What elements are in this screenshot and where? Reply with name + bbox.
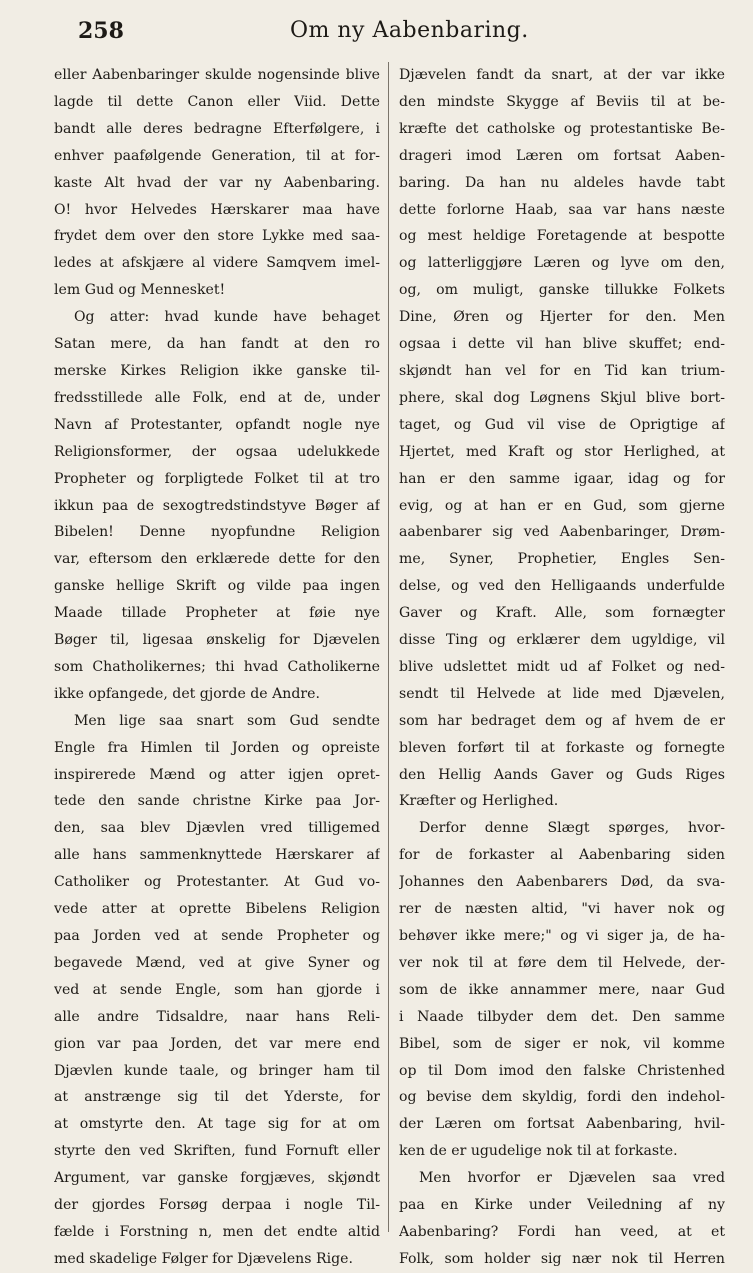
text-line: alle hans sammenknyttede Hærskarer af	[54, 847, 380, 864]
text-line: ikkun paa de sexogtredstindstyve Bøger af	[54, 497, 380, 514]
text-line: og, om muligt, ganske tillukke Folkets	[399, 282, 725, 299]
text-line: kræfte det catholske og protestantiske Be-	[399, 120, 725, 137]
text-line: lagde til dette Canon eller Viid. Dette	[54, 93, 380, 110]
text-line: Og atter: hvad kunde have behaget	[74, 309, 380, 326]
text-line: behøver ikke mere;" og vi siger ja, de ha-	[399, 928, 725, 944]
text-line: merske Kirkes Religion ikke ganske til-	[54, 362, 380, 379]
text-line: delse, og ved den Helligaands underfulde	[399, 578, 725, 595]
text-line: den Hellig Aands Gaver og Guds Riges	[399, 766, 725, 783]
text-line: fredsstillede alle Folk, end at de, under	[54, 389, 380, 406]
text-line: ganske hellige Skrift og vilde paa ingen	[54, 578, 380, 595]
text-line: aabenbarer sig ved Aabenbaringer, Drøm-	[399, 524, 725, 541]
text-line: ved at sende Engle, som han gjorde i	[54, 981, 380, 998]
text-line: blive udslettet midt ud af Folket og ned-	[399, 658, 725, 675]
text-line: Djævelen fandt da snart, at der var ikke	[399, 67, 725, 83]
text-line: rer de næsten altid, "vi haver nok og	[399, 901, 725, 918]
text-line: Bibel, som de siger er nok, vil komme	[399, 1035, 725, 1052]
text-line: Folk, som holder sig nær nok til Herren	[399, 1250, 725, 1267]
text-line: med skadelige Følger for Djævelens Rige.	[54, 1250, 353, 1267]
text-line: tede den sande christne Kirke paa Jor-	[54, 793, 380, 810]
text-line: op til Dom imod den falske Christenhed	[399, 1062, 725, 1079]
text-line: eller Aabenbaringer skulde nogensinde blive	[54, 67, 380, 83]
text-line: den, saa blev Djævlen vred tilligemed	[54, 820, 380, 837]
text-line: disse Ting og erklærer dem ugyldige, vil	[399, 632, 725, 649]
text-line: Gaver og Kraft. Alle, som fornægter	[399, 605, 725, 622]
right-text-column	[399, 62, 725, 1273]
text-line: Bøger til, ligesaa ønskelig for Djævelen	[54, 632, 380, 649]
text-line: fælde i Forstning n, men det endte altid	[54, 1223, 380, 1240]
text-line: som Chatholikernes; thi hvad Catholikerne	[54, 658, 380, 675]
text-line: skjøndt han vel for en Tid kan trium-	[399, 362, 725, 379]
text-line: han er den samme igaar, idag og for	[399, 470, 725, 487]
text-line: Religionsformer, der ogsaa udelukkede	[54, 443, 380, 460]
text-line: paa en Kirke under Veiledning af ny	[399, 1197, 725, 1214]
text-line: lem Gud og Mennesket!	[54, 282, 226, 299]
text-line: bandt alle deres bedragne Efterfølgere, i	[54, 120, 380, 137]
text-line: Djævlen kunde taale, og bringer ham til	[54, 1062, 380, 1079]
text-line: ogsaa i dette vil han blive skuffet; end-	[399, 336, 725, 353]
text-line: og latterliggjøre Læren og lyve om den,	[399, 255, 725, 272]
text-line: Men lige saa snart som Gud sendte	[74, 712, 380, 729]
text-line: bleven forført til at forkaste og fornegte	[399, 739, 725, 756]
text-line: kaste Alt hvad der var ny Aabenbaring.	[54, 174, 380, 191]
text-line: ledes at afskjære al videre Samqvem imel-	[54, 255, 380, 272]
text-line: den mindste Skygge af Beviis til at be-	[399, 93, 725, 110]
text-line: Satan mere, da han fandt at den ro	[54, 336, 380, 353]
text-line: inspirerede Mænd og atter igjen opret-	[54, 766, 380, 783]
text-line: evig, og at han er en Gud, som gjerne	[399, 497, 725, 514]
text-line: sendt til Helvede at lide med Djævelen,	[399, 685, 725, 702]
text-line: Maade tillade Propheter at føie nye	[54, 605, 380, 622]
text-line: Johannes den Aabenbarers Død, da sva-	[399, 874, 725, 891]
text-line: Derfor denne Slægt spørges, hvor-	[419, 820, 725, 837]
text-line: Navn af Protestanter, opfandt nogle nye	[54, 416, 380, 433]
text-line: der Læren om fortsat Aabenbaring, hvil-	[399, 1116, 725, 1133]
text-line: og mest heldige Foretagende at bespotte	[399, 228, 725, 245]
text-line: Men hvorfor er Djævelen saa vred	[419, 1170, 725, 1187]
text-line: Kræfter og Herlighed.	[399, 793, 559, 810]
text-line: gion var paa Jorden, det var mere end	[54, 1035, 380, 1052]
text-line: som har bedraget dem og af hvem de er	[399, 712, 725, 729]
text-line: Propheter og forpligtede Folket til at tro	[54, 470, 380, 487]
text-line: Engle fra Himlen til Jorden og opreiste	[54, 739, 380, 756]
text-line: Dine, Øren og Hjerter for den. Men	[399, 309, 725, 326]
text-line: enhver paafølgende Generation, til at for-	[54, 147, 380, 164]
text-line: Aabenbaring? Fordi han veed, at et	[399, 1223, 725, 1240]
text-line: ver nok til at føre dem til Helvede, der-	[399, 954, 725, 971]
page-header	[78, 18, 717, 48]
text-line: styrte den ved Skriften, fund Fornuft eller	[54, 1143, 380, 1160]
text-line: at anstrænge sig til det Yderste, for	[54, 1089, 380, 1106]
text-line: i Naade tilbyder dem det. Den samme	[399, 1008, 725, 1025]
text-line: som de ikke annammer mere, naar Gud	[399, 981, 725, 998]
text-line: paa Jorden ved at sende Propheter og	[54, 928, 380, 944]
text-line: drageri imod Læren om fortsat Aaben-	[399, 147, 725, 164]
text-line: Argument, var ganske forgjæves, skjøndt	[54, 1170, 380, 1187]
text-line: vede atter at oprette Bibelens Religion	[54, 901, 380, 918]
text-line: var, eftersom den erklærede dette for den	[54, 551, 380, 568]
text-line: phere, skal dog Løgnens Skjul blive bort-	[399, 389, 725, 406]
text-line: for de forkaster al Aabenbaring siden	[399, 847, 725, 864]
running-title: Om ny Aabenbaring.	[290, 18, 529, 43]
page-number: 258	[78, 18, 124, 44]
text-line: ikke opfangede, det gjorde de Andre.	[54, 685, 320, 702]
text-line: Catholiker og Protestanter. At Gud vo-	[54, 874, 380, 891]
text-line: der gjordes Forsøg derpaa i nogle Til-	[54, 1197, 380, 1214]
left-text-column	[54, 62, 380, 1273]
text-line: alle andre Tidsaldre, naar hans Reli-	[54, 1008, 380, 1025]
text-line: Bibelen! Denne nyopfundne Religion	[54, 524, 380, 541]
text-line: ken de er ugudelige nok til at forkaste.	[399, 1143, 678, 1160]
text-line: taget, og Gud vil vise de Oprigtige af	[399, 416, 725, 433]
text-line: begavede Mænd, ved at give Syner og	[54, 954, 380, 971]
text-line: O! hvor Helvedes Hærskarer maa have	[54, 201, 380, 218]
text-line: baring. Da han nu aldeles havde tabt	[399, 174, 725, 191]
text-line: at omstyrte den. At tage sig for at om	[54, 1116, 380, 1133]
text-line: Hjertet, med Kraft og stor Herlighed, at	[399, 443, 725, 460]
column-divider	[388, 62, 389, 1232]
text-line: frydet dem over den store Lykke med saa-	[54, 228, 380, 245]
text-line: og bevise dem skyldig, fordi den indehol-	[399, 1089, 725, 1106]
text-line: dette forlorne Haab, saa var hans næste	[399, 201, 725, 218]
text-line: me, Syner, Prophetier, Engles Sen-	[399, 551, 725, 568]
